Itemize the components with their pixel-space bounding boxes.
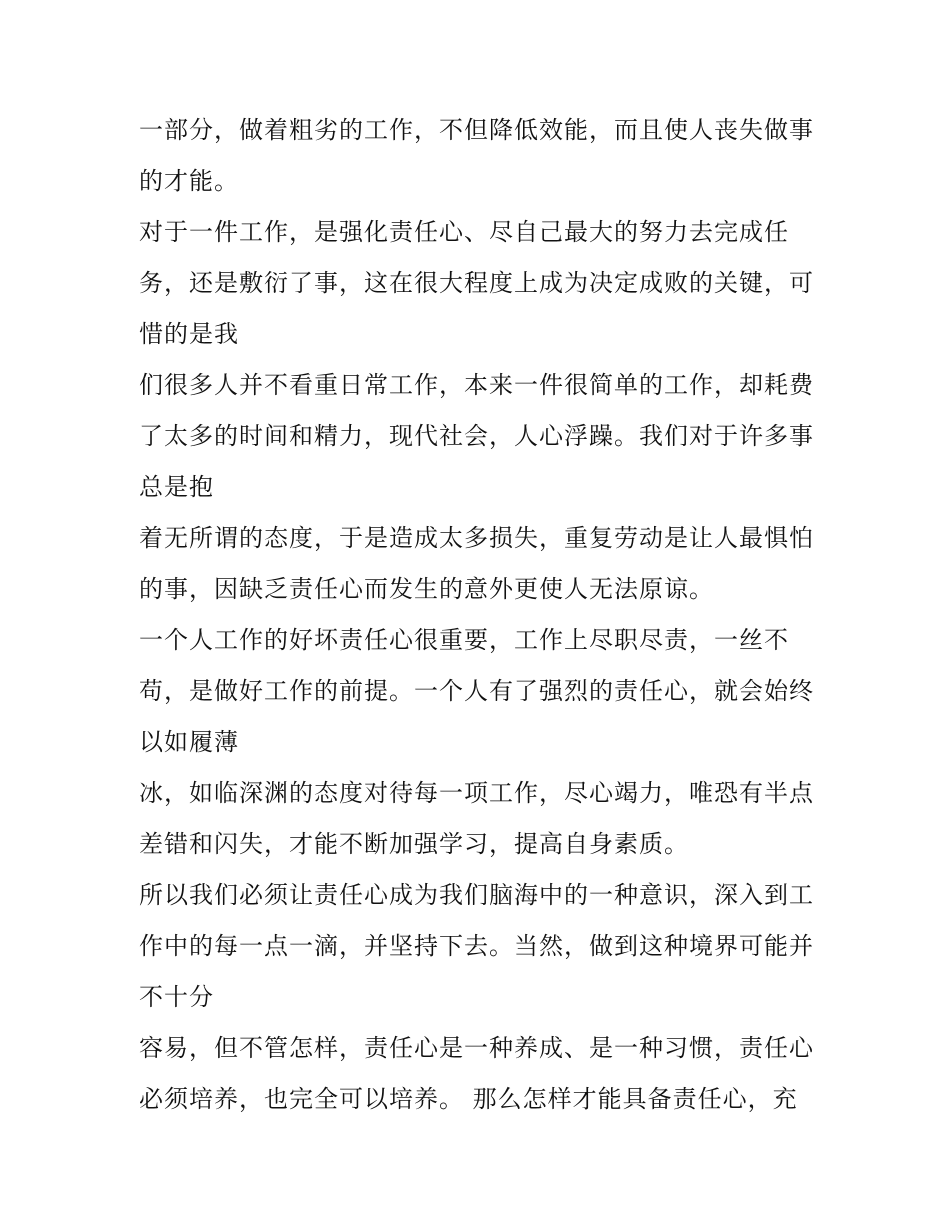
text-line: 们很多人并不看重日常工作，本来一件很简单的工作，却耗费 <box>139 371 814 399</box>
text-line: 总是抱 <box>139 473 214 501</box>
body-text <box>139 105 829 1125</box>
text-line: 着无所谓的态度，于是造成太多损失，重复劳动是让人最惧怕 <box>139 524 814 552</box>
text-line: 对于一件工作，是强化责任心、尽自己最大的努力去完成任 <box>139 218 789 246</box>
text-line: 的才能。 <box>139 167 239 195</box>
text-line: 务，还是敷衍了事，这在很大程度上成为决定成败的关键，可 <box>139 269 814 297</box>
text-line: 惜的是我 <box>139 320 239 348</box>
text-line: 了太多的时间和精力，现代社会，人心浮躁。我们对于许多事 <box>139 422 814 450</box>
text-line: 作中的每一点一滴，并坚持下去。当然，做到这种境界可能并 <box>139 932 814 960</box>
text-line: 一个人工作的好坏责任心很重要，工作上尽职尽责，一丝不 <box>139 626 789 654</box>
text-line: 不十分 <box>139 983 214 1011</box>
text-line: 苟，是做好工作的前提。一个人有了强烈的责任心，就会始终 <box>139 677 814 705</box>
text-line: 冰，如临深渊的态度对待每一项工作，尽心竭力，唯恐有半点 <box>139 779 814 807</box>
text-line: 以如履薄 <box>139 728 239 756</box>
text-line: 必须培养，也完全可以培养。 那么怎样才能具备责任心，充 <box>139 1085 798 1113</box>
text-line: 差错和闪失，才能不断加强学习，提高自身素质。 <box>139 830 689 858</box>
text-line: 所以我们必须让责任心成为我们脑海中的一种意识，深入到工 <box>139 881 814 909</box>
text-line: 容易，但不管怎样，责任心是一种养成、是一种习惯，责任心 <box>139 1034 814 1062</box>
text-line: 的事，因缺乏责任心而发生的意外更使人无法原谅。 <box>139 575 714 603</box>
text-line: 一部分，做着粗劣的工作，不但降低效能，而且使人丧失做事 <box>139 116 814 144</box>
